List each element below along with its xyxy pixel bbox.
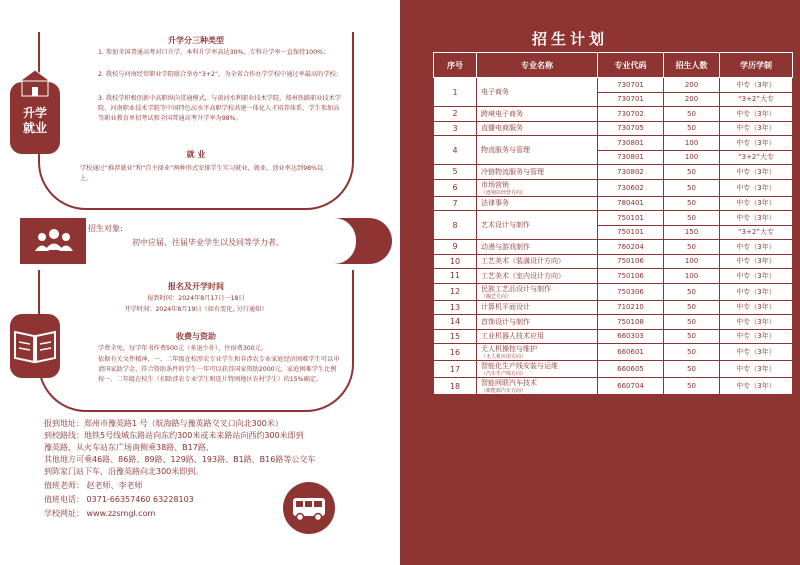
major-count: 50: [664, 329, 720, 344]
upgrade-heading: 升学分三种类型: [168, 36, 224, 45]
major-count: 200: [664, 92, 720, 107]
major-code: 730702: [598, 107, 664, 122]
major-code: 730705: [598, 121, 664, 136]
major-direction: （连锁店经营方向）: [481, 189, 527, 196]
major-count: 150: [664, 225, 720, 240]
major-direction: （新能源汽车方向）: [481, 388, 527, 394]
job-text: 学校通过“推荐就业”和“自主择业”两种形式安排学生实习就业，就业、创业率达到98%以上。: [80, 165, 324, 182]
major-code: 750106: [598, 269, 664, 284]
table-row: [434, 300, 793, 315]
row-number: 2: [434, 107, 477, 122]
table-row: [434, 344, 793, 361]
major-code: 730602: [598, 179, 664, 196]
job-heading: 就 业: [186, 150, 206, 159]
major-name: 工艺美术（室内设计方向）: [481, 271, 565, 280]
bus-icon: [283, 482, 335, 534]
contact-line-4: 其他地方可乘46路、86路、89路、129路、193路、B1路、B16路等公交车: [44, 455, 316, 464]
registration-section: [38, 270, 354, 412]
major-count: 50: [664, 378, 720, 395]
major-code: 730701: [598, 78, 664, 93]
registration-heading: 报名及开学时间: [168, 282, 224, 291]
major-name-cell: [477, 344, 598, 361]
people-group-icon: [34, 226, 74, 256]
major-level: 中专（3年）: [720, 107, 793, 122]
table-row: [434, 269, 793, 284]
major-name-cell: [477, 361, 598, 378]
enroll-target-text: 初中应届、往届毕业学生以及同等学力者。: [132, 238, 284, 247]
bus-badge: [283, 482, 335, 534]
table-row: [434, 329, 793, 344]
major-name: 电子商务: [481, 88, 509, 96]
row-number: 18: [434, 378, 477, 395]
enrollment-plan-table: [433, 52, 793, 395]
row-number: 6: [434, 179, 477, 196]
header-code: 专业代码: [598, 53, 664, 78]
row-number: 8: [434, 211, 477, 240]
registration-line-2: 开学时间：2024年8月19日（如有变化, 另行通知）: [124, 306, 268, 313]
contact-line-8: 学校网址： www.zzsmgl.com: [44, 509, 156, 518]
row-number: 1: [434, 78, 477, 107]
row-number: 5: [434, 165, 477, 180]
major-level: 中专（3年）: [720, 378, 793, 395]
table-row: [434, 196, 793, 211]
major-level: 中专（3年）: [720, 329, 793, 344]
table-header-row: [434, 53, 793, 78]
major-count: 50: [664, 315, 720, 330]
row-number: 12: [434, 283, 477, 300]
upgrade-section: [38, 32, 354, 210]
contact-line-2: 到校路线：地铁5号线城东路站向东约300米或未来路站向西约300米即到: [44, 431, 304, 440]
major-name-cell: [477, 269, 598, 284]
upgrade-point-1: 1. 参加全国普通高考对口升学，本科升学率高达30%，专科升学率一直保持100%；: [98, 49, 330, 56]
major-name: 市场营销: [481, 180, 509, 189]
row-number: 13: [434, 300, 477, 315]
major-code: 760204: [598, 240, 664, 255]
major-code: 710210: [598, 300, 664, 315]
major-level: 中专（3年）: [720, 196, 793, 211]
major-name-cell: [477, 78, 598, 107]
table-row: [434, 240, 793, 255]
major-count: 100: [664, 136, 720, 151]
row-number: 11: [434, 269, 477, 284]
major-count: 50: [664, 283, 720, 300]
registration-line-1: 报到时间：2024年8月17日一18日: [147, 295, 245, 302]
major-count: 100: [664, 150, 720, 165]
major-level: 中专（3年）: [720, 165, 793, 180]
major-level: 中专（3年）: [720, 283, 793, 300]
major-count: 50: [664, 300, 720, 315]
row-number: 9: [434, 240, 477, 255]
enroll-target-label: 招生对象:: [88, 224, 123, 233]
row-number: 17: [434, 361, 477, 378]
major-level: 中专（3年）: [720, 136, 793, 151]
row-number: 10: [434, 254, 477, 269]
fee-line-2: 依据有关文件精神，一、二年级在校涉农专业学生和非涉农专业家庭经济困难学生可以申请国家助学金，符合资助条件的学生一年可以获得国家资助2000元，家庭困难学生比例按一、二年级在校生（扣除涉农专业学生和连片特困地区农村学生）的15%确定。: [98, 356, 340, 383]
major-code: 750306: [598, 283, 664, 300]
major-count: 50: [664, 196, 720, 211]
major-name-cell: [477, 179, 598, 196]
major-direction: （陶艺方向）: [481, 293, 512, 300]
major-name: 法律事务: [481, 199, 509, 208]
major-name: 工业机器人技术应用: [481, 332, 544, 341]
major-code: 660605: [598, 361, 664, 378]
major-code: 750108: [598, 315, 664, 330]
table-row: [434, 78, 793, 93]
fee-heading: 收费与资助: [176, 332, 216, 341]
major-count: 100: [664, 269, 720, 284]
row-number: 16: [434, 344, 477, 361]
major-code: 780401: [598, 196, 664, 211]
major-name: 智能化生产线安装与运维: [481, 362, 558, 370]
major-name: 艺术设计与制作: [481, 221, 530, 229]
major-level: 中专（3年）: [720, 211, 793, 226]
major-name: 首饰设计与制作: [481, 317, 530, 326]
table-row: [434, 254, 793, 269]
contact-line-7: 值班电话： 0371-66357460 63228103: [44, 495, 194, 504]
fee-line-1: 学费全免，每学年书作费500元（多退少补），住宿费300元。: [98, 345, 268, 352]
table-row: [434, 211, 793, 226]
major-name-cell: [477, 107, 598, 122]
header-major: 专业名称: [477, 53, 598, 78]
header-level: 学历学制: [720, 53, 793, 78]
major-count: 50: [664, 344, 720, 361]
contact-line-5: 到陈家门站下车，沿豫英路向北300米即到。: [44, 467, 204, 476]
major-code: 660601: [598, 344, 664, 361]
major-code: 660303: [598, 329, 664, 344]
major-name: 无人机操控与维护: [481, 345, 537, 353]
major-count: 200: [664, 78, 720, 93]
major-code: 660704: [598, 378, 664, 395]
major-level: 中专（3年）: [720, 121, 793, 136]
major-name-cell: [477, 300, 598, 315]
major-name-cell: [477, 254, 598, 269]
upgrade-badge-text: 升学 就业: [22, 106, 47, 135]
table-row: [434, 179, 793, 196]
registration-badge: [10, 314, 60, 378]
major-count: 50: [664, 361, 720, 378]
upgrade-point-3: 3. 我校学积极创新中高职纵向贯通模式，与黄河水利职业技术学院、郑州铁路职业技术学院、河南职业技术学院等中国特色高水平高职学校共建一体化人才培养体系，学生参加高等职业教育单招考试和全国普通高考升学率为98%。: [98, 95, 341, 122]
major-level: 中专（3年）: [720, 315, 793, 330]
major-name-cell: [477, 121, 598, 136]
major-count: 100: [664, 254, 720, 269]
major-level: 中专（3年）: [720, 254, 793, 269]
major-name: 跨境电子商务: [481, 109, 523, 118]
major-name-cell: [477, 283, 598, 300]
major-direction: （无人机应用方向）: [481, 354, 527, 360]
major-code: 750106: [598, 254, 664, 269]
contact-line-3: 豫英路，从火车站东广场南侧乘38路、B17路、: [44, 443, 214, 452]
major-level: “3+2”大专: [720, 225, 793, 240]
major-code: 750101: [598, 211, 664, 226]
table-row: [434, 165, 793, 180]
major-count: 50: [664, 179, 720, 196]
table-row: [434, 121, 793, 136]
major-name-cell: [477, 240, 598, 255]
row-number: 15: [434, 329, 477, 344]
major-code: 750101: [598, 225, 664, 240]
major-name-cell: [477, 315, 598, 330]
major-code: 730802: [598, 165, 664, 180]
school-building-icon: [10, 68, 60, 98]
major-name-cell: [477, 378, 598, 395]
major-level: 中专（3年）: [720, 78, 793, 93]
major-level: 中专（3年）: [720, 240, 793, 255]
major-name: 动漫与游戏制作: [481, 242, 530, 251]
major-name: 冷链物流服务与管理: [481, 167, 544, 176]
upgrade-badge: [10, 82, 60, 154]
major-count: 50: [664, 107, 720, 122]
major-name: 智能网联汽车技术: [481, 379, 537, 387]
row-number: 7: [434, 196, 477, 211]
major-name: 物流服务与管理: [481, 146, 530, 154]
header-no: 序号: [434, 53, 477, 78]
major-name: 直播电商服务: [481, 124, 523, 133]
major-level: 中专（3年）: [720, 269, 793, 284]
table-row: [434, 107, 793, 122]
table-row: [434, 136, 793, 151]
major-count: 50: [664, 240, 720, 255]
major-name: 计算机平面设计: [481, 303, 530, 312]
major-count: 50: [664, 211, 720, 226]
plan-title: 招生计划: [532, 30, 609, 48]
major-code: 730701: [598, 92, 664, 107]
open-book-icon: [10, 320, 60, 370]
major-count: 50: [664, 121, 720, 136]
major-level: 中专（3年）: [720, 179, 793, 196]
major-level: “3+2”大专: [720, 92, 793, 107]
major-name-cell: [477, 329, 598, 344]
major-level: 中专（3年）: [720, 361, 793, 378]
major-code: 730801: [598, 150, 664, 165]
major-code: 730801: [598, 136, 664, 151]
major-level: 中专（3年）: [720, 300, 793, 315]
contact-line-1: 报到地址：郑州市豫英路1 号（航海路与豫英路交叉口向北300米）: [44, 419, 283, 428]
table-row: [434, 361, 793, 378]
major-direction: （汽车生产线方向）: [481, 371, 527, 377]
contact-line-6: 值班老师： 赵老师、李老师: [44, 481, 143, 490]
major-name-cell: [477, 136, 598, 165]
row-number: 4: [434, 136, 477, 165]
table-row: [434, 283, 793, 300]
row-number: 3: [434, 121, 477, 136]
header-count: 招生人数: [664, 53, 720, 78]
major-level: “3+2”大专: [720, 150, 793, 165]
enroll-target-panel: [86, 218, 356, 264]
major-name: 民族工艺品设计与制作: [481, 284, 551, 293]
enroll-target-section: [20, 218, 392, 264]
row-number: 14: [434, 315, 477, 330]
table-row: [434, 378, 793, 395]
major-name-cell: [477, 165, 598, 180]
major-level: 中专（3年）: [720, 344, 793, 361]
major-name-cell: [477, 211, 598, 240]
table-row: [434, 315, 793, 330]
major-name: 工艺美术（装潢设计方向）: [481, 257, 565, 266]
upgrade-point-2: 2. 我校与河南经贸职业学院联合举办“3+2”，为全省合作办学学校中通过率最高的学校；: [98, 71, 342, 78]
major-count: 50: [664, 165, 720, 180]
major-name-cell: [477, 196, 598, 211]
